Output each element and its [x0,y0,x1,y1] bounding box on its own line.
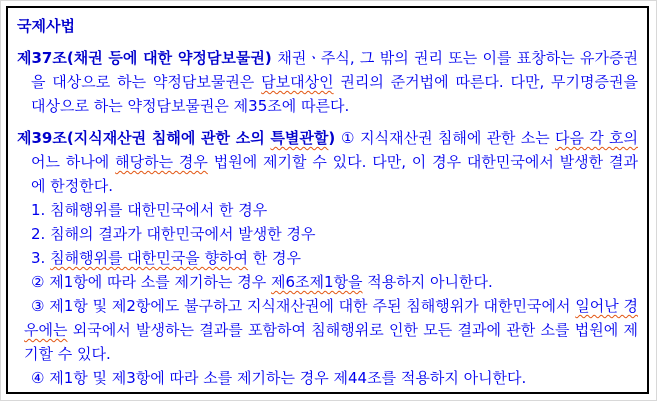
article-39-intro-a: ① 지식재산권 침해에 관한 소는 [340,129,556,147]
article-39-clause-3-spellcheck-phrase: 일어난 경우에는 [24,297,638,339]
article-39-heading-spellcheck-word: 특별관할 [270,129,329,147]
article-39-clause-2 [17,270,638,294]
article-39-clause-3 [17,294,638,366]
article-39-item-1-text: 1. 침해행위를 대한민국에서 한 경우 [31,201,268,219]
article-39-item-3-tail: 한 경우 [248,249,302,267]
article-39-intro-paragraph [17,126,638,198]
article-37-spellcheck-word: 담보대상인 [261,73,334,91]
article-37-body-a: 채권ㆍ주식, 그 밖의 권리 또는 이를 표창하는 유가증권을 대상으로 하는 약정담보물권은 [31,49,638,91]
article-39-item-1 [17,198,638,222]
article-39-intro-b: 어느 하나에 [31,153,116,171]
article-39-clause-2-spellcheck-word: 제6조제1항을 [270,273,363,291]
article-37-body-b: 권리의 준거법에 따른다. 다만, 무기명증권을 대상으로 하는 약정담보물권은 제35조에 따른다. [31,73,639,115]
article-37-heading: 제37조(채권 등에 대한 약정담보물권) [17,49,278,67]
law-text-frame [6,6,649,394]
article-39-heading-a: 제39조(지식재산권 침해에 관한 소의 [17,129,271,147]
article-39-clause-3-b: 외국에서 발생하는 결과를 포함하여 침해행위로 인한 모든 결과에 관한 소를 법원에 제기할 수 있다. [24,321,638,363]
law-title-paragraph [17,14,638,38]
law-title: 국제사법 [17,17,75,35]
article-39-item-3-number: 3. [31,249,51,267]
article-39-heading-b: ) [328,129,341,147]
article-39-intro-spellcheck-1: 다음 각 호의 [555,129,638,147]
article-39-clause-4-text: ④ 제1항 및 제3항에 따라 소를 제기하는 경우 제44조를 적용하지 아니한다. [31,369,527,387]
article-37-paragraph [17,46,638,118]
article-39-intro-spellcheck-2: 해당하는 경우 [115,153,208,171]
article-39-item-3-spellcheck-phrase: 침해행위를 대한민국을 향하여 [50,249,249,267]
article-39-item-3 [17,246,638,270]
article-39-intro-c: 법원에 제기할 수 있다. 다만, 이 경우 대한민국에서 발생한 결과에 한정한다. [31,153,638,195]
article-39-clause-2-b: 적용하지 아니한다. [362,273,493,291]
article-39-item-2-text: 2. 침해의 결과가 대한민국에서 발생한 경우 [31,225,316,243]
article-39-clause-3-a: ③ 제1항 및 제2항에도 불구하고 지식재산권에 대한 주된 침해행위가 대한민국에서 [31,297,576,315]
article-39-clause-4 [17,366,638,390]
article-39-item-2 [17,222,638,246]
article-39-clause-2-a: ② 제1항에 따라 소를 제기하는 경우 [31,273,271,291]
